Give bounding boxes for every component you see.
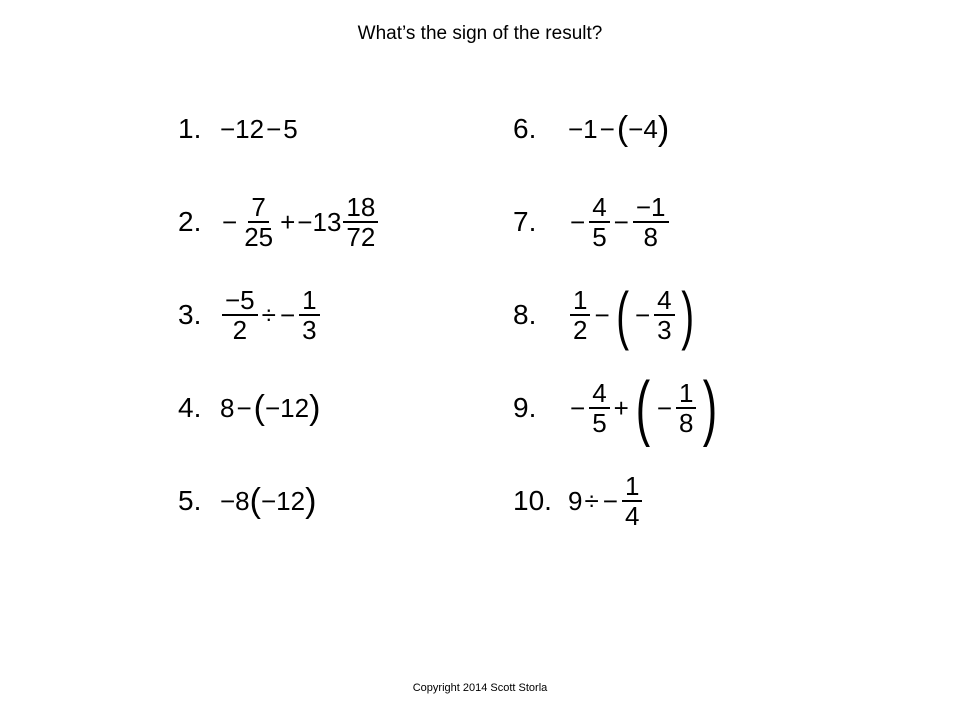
denominator: 5 xyxy=(592,408,607,438)
problem-number: 3. xyxy=(178,299,202,330)
negative-sign: − xyxy=(279,300,296,330)
fraction xyxy=(299,286,319,344)
term: 8 xyxy=(220,393,235,423)
operator: ÷ xyxy=(584,486,599,516)
denominator: 72 xyxy=(346,222,376,252)
problem-number: 6. xyxy=(513,113,537,144)
denominator: 2 xyxy=(573,315,588,345)
denominator: 8 xyxy=(643,222,658,252)
problem-expression xyxy=(568,187,671,257)
fraction xyxy=(589,379,609,437)
term: 9 xyxy=(568,486,583,516)
problem-number: 7. xyxy=(513,206,537,237)
denominator: 8 xyxy=(679,408,694,438)
term: −12 xyxy=(220,114,265,144)
denominator: 2 xyxy=(232,315,248,345)
operator: − xyxy=(236,393,252,423)
numerator: 1 xyxy=(676,379,696,409)
term: −8 xyxy=(220,486,250,516)
numerator: 4 xyxy=(589,379,609,409)
operator: ÷ xyxy=(261,300,276,330)
fraction xyxy=(622,472,642,530)
numerator: −1 xyxy=(633,193,669,223)
negative-sign: − xyxy=(222,207,238,237)
term: −12 xyxy=(260,486,306,516)
fraction xyxy=(222,286,258,344)
denominator: 25 xyxy=(244,222,274,252)
denominator: 5 xyxy=(592,222,607,252)
right-parenthesis: ) xyxy=(703,368,718,448)
fraction xyxy=(633,193,669,251)
term: −4 xyxy=(628,114,658,144)
negative-sign: − xyxy=(570,207,586,237)
numerator: 18 xyxy=(343,193,378,223)
fraction xyxy=(570,286,590,344)
problem-expression xyxy=(220,373,320,443)
negative-sign: − xyxy=(656,393,673,423)
problem-expression xyxy=(568,466,644,536)
operator: − xyxy=(613,207,629,237)
problem-expression xyxy=(568,94,669,164)
numerator: 7 xyxy=(248,193,268,223)
problem-number: 8. xyxy=(513,299,537,330)
problem-expression xyxy=(568,368,722,448)
term: 5 xyxy=(283,114,298,144)
operator: + xyxy=(280,207,296,237)
problem-expression xyxy=(568,280,698,350)
operator: − xyxy=(599,114,615,144)
left-parenthesis: ( xyxy=(616,110,629,148)
problem-number: 1. xyxy=(178,113,202,144)
problem-expression xyxy=(220,466,316,536)
right-parenthesis: ) xyxy=(657,110,670,148)
problem-number: 5. xyxy=(178,485,202,516)
numerator: −5 xyxy=(222,286,258,316)
problem-expression xyxy=(220,187,380,257)
right-parenthesis: ) xyxy=(309,389,321,427)
fraction xyxy=(241,193,276,251)
copyright-notice: Copyright 2014 Scott Storla xyxy=(412,682,548,694)
term: −1 xyxy=(568,114,598,144)
numerator: 4 xyxy=(654,286,674,316)
problem-number: 9. xyxy=(513,392,537,423)
numerator: 1 xyxy=(570,286,590,316)
numerator: 4 xyxy=(589,193,609,223)
left-parenthesis: ( xyxy=(253,389,265,427)
denominator: 3 xyxy=(657,315,672,345)
problem-expression xyxy=(220,280,322,350)
right-parenthesis: ) xyxy=(680,279,694,351)
problem-number: 10. xyxy=(513,485,552,516)
left-parenthesis: ( xyxy=(615,279,629,351)
fraction xyxy=(589,193,609,251)
numerator: 1 xyxy=(299,286,319,316)
operator: − xyxy=(266,114,282,144)
right-parenthesis: ) xyxy=(305,482,317,520)
fraction xyxy=(343,193,378,251)
negative-sign: − xyxy=(602,486,618,516)
problem-number: 2. xyxy=(178,206,202,237)
problem-expression xyxy=(220,94,298,164)
problem-number: 4. xyxy=(178,392,202,423)
term: −12 xyxy=(264,393,310,423)
page-title: What’s the sign of the result? xyxy=(357,23,603,44)
operator: − xyxy=(594,300,610,330)
negative-sign: − xyxy=(570,393,586,423)
left-parenthesis: ( xyxy=(635,368,651,448)
numerator: 1 xyxy=(622,472,642,502)
whole-number: −13 xyxy=(297,207,342,237)
denominator: 4 xyxy=(624,501,640,531)
denominator: 3 xyxy=(302,315,317,345)
operator: + xyxy=(613,393,629,423)
fraction xyxy=(676,379,696,437)
negative-sign: − xyxy=(634,300,651,330)
left-parenthesis: ( xyxy=(249,482,261,520)
fraction xyxy=(654,286,674,344)
